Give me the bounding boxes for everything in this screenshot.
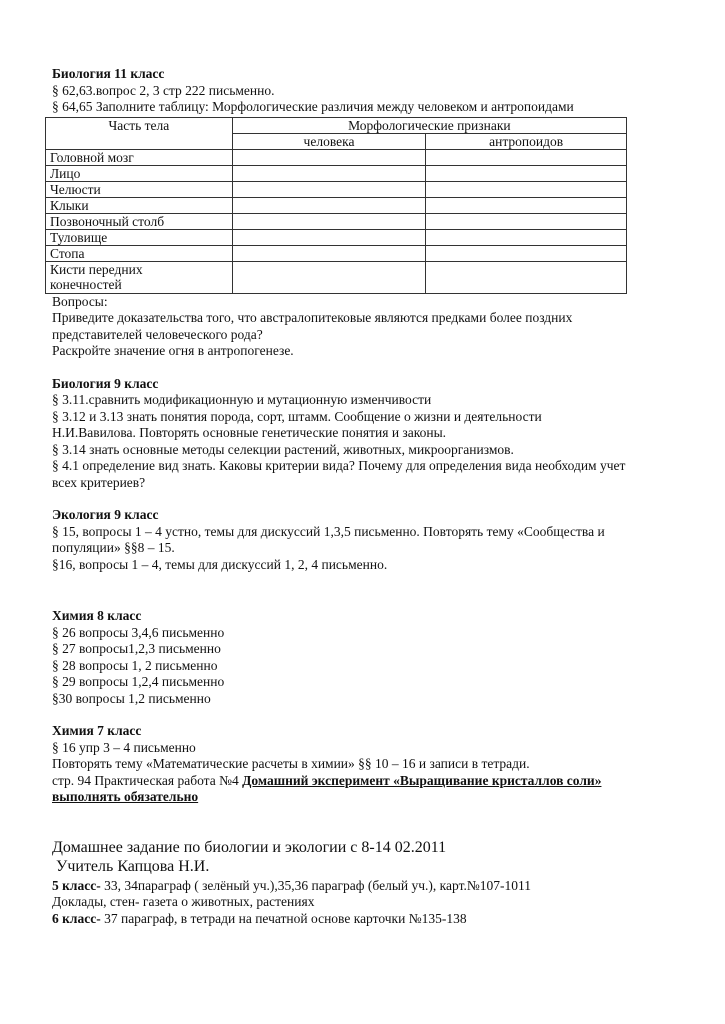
table-row [46, 149, 627, 165]
bio11-line1: § 62,63.вопрос 2, 3 стр 222 письменно. [52, 82, 275, 98]
row-label: Клыки [46, 197, 233, 213]
cell-human[interactable] [232, 213, 426, 229]
grade5-label: 5 класс- [52, 877, 101, 893]
table-row [46, 213, 627, 229]
row-label: Позвоночный столб [46, 213, 233, 229]
table-row [46, 261, 627, 293]
cell-human[interactable] [232, 165, 426, 181]
chem7-line1: § 16 упр 3 – 4 письменно [52, 739, 196, 755]
table-header-row [46, 117, 627, 133]
homework-title: Домашнее задание по биологии и экологии с 8-14 02.2011 [52, 838, 447, 856]
chem7-line2: Повторять тему «Математические расчеты в химии» §§ 10 – 16 и записи в тетради. [52, 756, 530, 771]
cell-anthropoid[interactable] [426, 245, 627, 261]
cell-anthropoid[interactable] [426, 149, 627, 165]
chem8-item: § 28 вопросы 1, 2 письменно [52, 657, 218, 673]
header-morph-signs: Морфологические признаки [232, 117, 626, 133]
bio11-question1: Приведите доказательства того, что австралопитековые являются предками более поздних представителей человеческого рода? [52, 310, 573, 342]
table-row [46, 229, 627, 245]
grade6-label: 6 класс- [52, 910, 101, 926]
row-label: Головной мозг [46, 149, 233, 165]
cell-anthropoid[interactable] [426, 261, 627, 293]
cell-human[interactable] [232, 245, 426, 261]
eco9-heading: Экология 9 класс [52, 507, 159, 522]
chem8-item: § 26 вопросы 3,4,6 письменно [52, 624, 225, 640]
questions-label: Вопросы: [52, 293, 108, 309]
eco9-line1: § 15, вопросы 1 – 4 устно, темы для дискуссий 1,3,5 письменно. Повторять тему «Сообщества и популяции» §§8 – 15. [52, 523, 605, 555]
chem8-heading: Химия 8 класс [52, 608, 142, 623]
row-label-line1: Кисти передних [50, 261, 143, 277]
row-label: Челюсти [46, 181, 233, 197]
bio11-line2: § 64,65 Заполните таблицу: Морфологические различия между человеком и антропоидами [52, 99, 574, 114]
bio9-heading: Биология 9 класс [52, 375, 159, 391]
table-row [46, 181, 627, 197]
grade6-text: 37 параграф, в тетради на печатной основе карточки №135-138 [100, 910, 467, 926]
row-label: Лицо [46, 165, 233, 181]
chem8-item: § 27 вопросы1,2,3 письменно [52, 641, 221, 656]
cell-anthropoid[interactable] [426, 181, 627, 197]
cell-anthropoid[interactable] [426, 229, 627, 245]
bio9-line3: § 3.14 знать основные методы селекции растений, животных, микроорганизмов. [52, 441, 514, 457]
cell-anthropoid[interactable] [426, 213, 627, 229]
row-label [46, 261, 233, 293]
cell-human[interactable] [232, 261, 426, 293]
eco9-line2: §16, вопросы 1 – 4, темы для дискуссий 1, 2, 4 письменно. [52, 556, 388, 572]
cell-human[interactable] [232, 229, 426, 245]
cell-anthropoid[interactable] [426, 165, 627, 181]
morphology-table [45, 117, 627, 294]
chem8-item: § 29 вопросы 1,2,4 письменно [52, 674, 225, 689]
bio9-line4: § 4.1 определение вид знать. Каковы критерии вида? Почему для определения вида необходим учет всех критериев? [52, 458, 626, 490]
grade5-line2: Доклады, стен- газета о животных, растениях [52, 894, 315, 909]
chem7-heading: Химия 7 класс [52, 723, 142, 738]
bio9-line2: § 3.12 и 3.13 знать понятия порода, сорт, штамм. Сообщение о жизни и деятельности Н.И.Вавилова. Повторять основные генетические понятия и законы. [52, 408, 542, 440]
chem7-home-experiment: Домашний эксперимент «Выращивание кристаллов соли» выполнять обязательно [52, 772, 602, 804]
cell-human[interactable] [232, 197, 426, 213]
chem7-line3-text: стр. 94 Практическая работа №4 [52, 772, 243, 788]
chem8-item: §30 вопросы 1,2 письменно [52, 690, 211, 706]
table-row [46, 245, 627, 261]
grade5-text: 33, 34параграф ( зелёный уч.),35,36 параграф (белый уч.), карт.№107-1011 [100, 877, 531, 893]
grade6-line [52, 911, 652, 928]
bio9-line1: § 3.11.сравнить модификационную и мутационную изменчивости [52, 392, 432, 407]
cell-anthropoid[interactable] [426, 197, 627, 213]
table-row [46, 165, 627, 181]
bio11-question2: Раскройте значение огня в антропогенезе. [52, 343, 294, 358]
header-body-part: Часть тела [46, 117, 233, 149]
chem7-line3 [52, 773, 652, 806]
header-anthropoid: антропоидов [426, 133, 627, 149]
header-human: человека [232, 133, 426, 149]
homework-teacher: Учитель Капцова Н.И. [56, 857, 210, 875]
grade5-line [52, 878, 652, 895]
document-page [52, 66, 652, 927]
row-label-line2: конечностей [50, 276, 122, 292]
row-label: Туловище [46, 229, 233, 245]
table-row [46, 197, 627, 213]
row-label: Стопа [46, 245, 233, 261]
cell-human[interactable] [232, 149, 426, 165]
bio11-heading: Биология 11 класс [52, 66, 165, 81]
cell-human[interactable] [232, 181, 426, 197]
